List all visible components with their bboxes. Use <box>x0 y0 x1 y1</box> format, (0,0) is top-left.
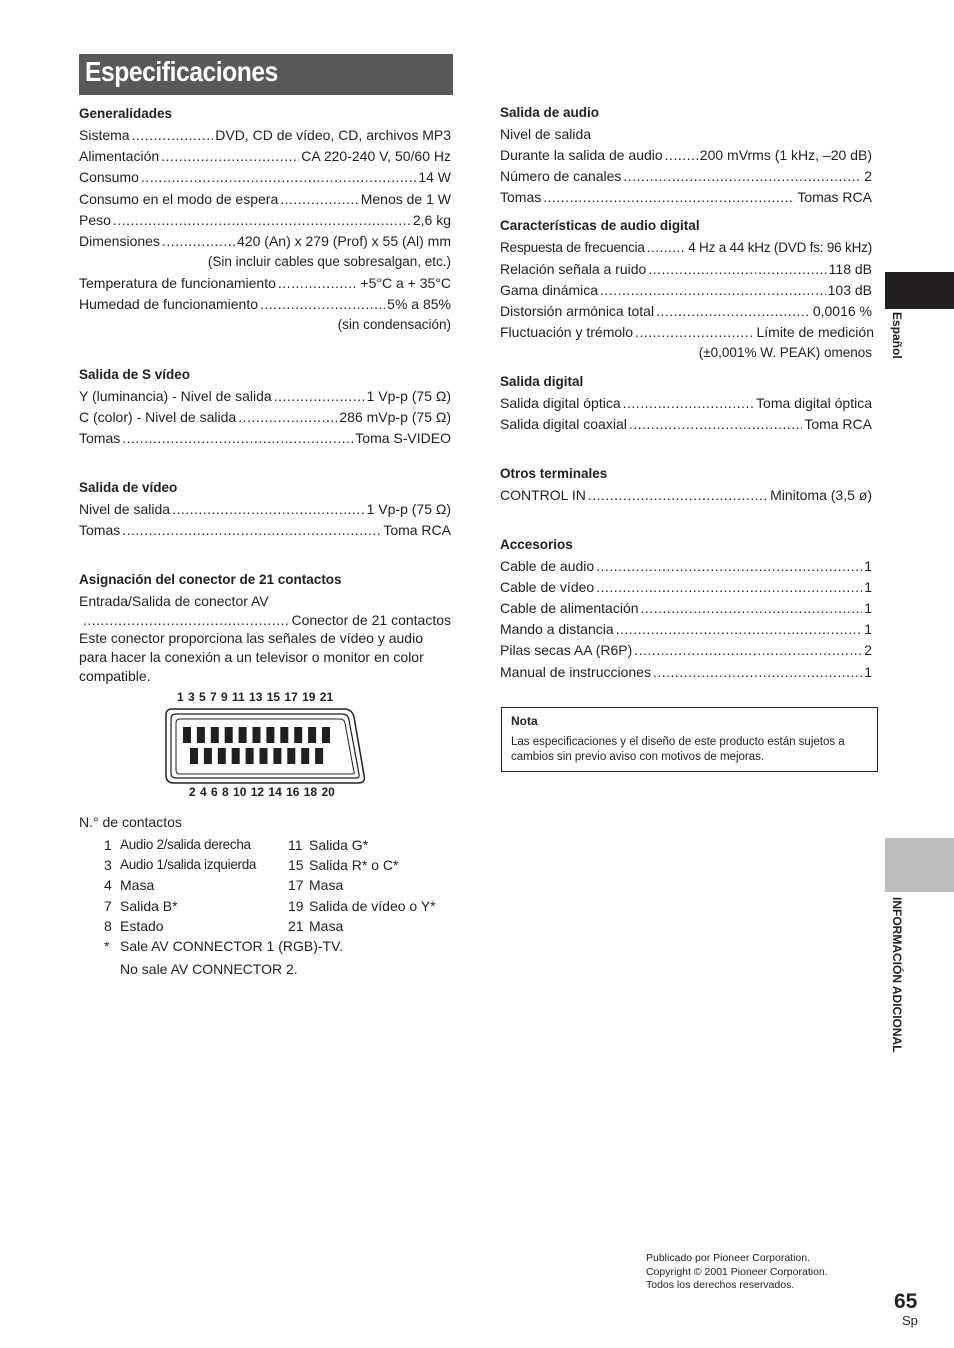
connector-pin <box>280 727 288 743</box>
spec-row: ..... Conector de 21 contactos <box>79 612 451 628</box>
connector-pin <box>218 748 226 764</box>
digital-out-heading: Salida digital <box>500 374 584 389</box>
spec-row: Relación señala a ruido ..... 118 dB <box>500 261 872 277</box>
contact-desc: Masa <box>309 918 344 934</box>
contact-desc: Salida R* o C* <box>309 857 399 873</box>
connector-pin <box>246 748 254 764</box>
video-heading: Salida de vídeo <box>79 480 178 495</box>
connector-pin <box>204 748 212 764</box>
connector-pin <box>273 748 281 764</box>
language-label: Español <box>890 312 904 359</box>
contact-desc: Estado <box>120 918 164 934</box>
rights-line: Todos los derechos reservados. <box>646 1279 795 1291</box>
spec-row: Durante la salida de audio ..... 200 mVrms (1 kHz, –20 dB) <box>500 147 872 163</box>
spec-row: CONTROL IN ..... Minitoma (3,5 ø) <box>500 487 872 503</box>
spec-row: Manual de instrucciones ..... 1 <box>500 664 872 680</box>
connector-desc-3: compatible. <box>79 668 151 684</box>
audio-heading: Salida de audio <box>500 105 600 120</box>
right-column <box>500 0 872 700</box>
svideo-heading: Salida de S vídeo <box>79 367 191 382</box>
footnote-text: Sale AV CONNECTOR 1 (RGB)-TV. <box>120 938 344 954</box>
note-title: Nota <box>511 714 538 728</box>
connector-pin <box>294 727 302 743</box>
connector-pin <box>183 727 191 743</box>
spec-row: Y (luminancia) - Nivel de salida ..... 1 Vp-p (75 Ω) <box>79 388 451 404</box>
spec-row: Cable de alimentación ..... 1 <box>500 600 872 616</box>
spec-row: Número de canales ..... 2 <box>500 168 872 184</box>
accessories-heading: Accesorios <box>500 537 573 552</box>
contact-number: 21 <box>288 918 304 934</box>
spec-row: Mando a distancia ..... 1 <box>500 621 872 637</box>
connector-pin <box>253 727 261 743</box>
page-number: 65 <box>894 1290 918 1313</box>
spec-row: Cable de audio ..... 1 <box>500 558 872 574</box>
spec-row: Sistema ..... DVD, CD de vídeo, CD, archivos MP3 <box>79 127 451 143</box>
contact-number: 7 <box>104 898 112 914</box>
section-tab <box>885 838 954 892</box>
contact-number: 3 <box>104 857 112 873</box>
connector-pin <box>197 727 205 743</box>
scart-connector-diagram <box>164 707 368 785</box>
language-tab <box>885 272 954 309</box>
connector-pin <box>322 727 330 743</box>
spec-row: Pilas secas AA (R6P) ..... 2 <box>500 642 872 658</box>
publisher-info <box>646 1252 828 1293</box>
spec-row: C (color) - Nivel de salida ..... 286 mVp-p (75 Ω) <box>79 409 451 425</box>
contact-number: 17 <box>288 877 304 893</box>
connector-pin <box>287 748 295 764</box>
connector-pin <box>225 727 233 743</box>
generalidades-heading: Generalidades <box>79 106 173 121</box>
audio-level-label: Nivel de salida <box>500 126 592 142</box>
contact-desc: Masa <box>120 877 155 893</box>
spec-row: Fluctuación y trémolo ..... Límite de medición <box>500 324 874 340</box>
connector-desc-1: Este conector proporciona las señales de vídeo y audio <box>79 630 423 646</box>
contact-number: 19 <box>288 898 304 914</box>
connector-line: Entrada/Salida de conector AV <box>79 593 269 609</box>
spec-row: Distorsión armónica total ..... 0,0016 % <box>500 303 872 319</box>
connector-pin <box>315 748 323 764</box>
spec-row: Dimensiones ..... 420 (An) x 279 (Prof) x 55 (Al) mm <box>79 233 451 249</box>
contact-desc: Audio 1/salida izquierda <box>120 857 257 872</box>
spec-row: Humedad de funcionamiento ..... 5% a 85% <box>79 296 451 312</box>
contact-number: 15 <box>288 857 304 873</box>
pin-numbers-top: 1 3 5 7 9 11 13 15 17 19 21 <box>177 690 334 704</box>
spec-row: Consumo en el modo de espera ..... Menos de 1 W <box>79 191 451 207</box>
spec-row: Nivel de salida ..... 1 Vp-p (75 Ω) <box>79 501 451 517</box>
spec-row: Consumo ..... 14 W <box>79 169 451 185</box>
spec-row: Salida digital óptica ..... Toma digital óptica <box>500 395 872 411</box>
page-title: Especificaciones <box>85 56 278 87</box>
footnote-mark: * <box>104 938 110 954</box>
contact-number: 1 <box>104 837 112 853</box>
note-box <box>501 707 878 772</box>
contact-desc: Masa <box>309 877 344 893</box>
contact-desc: Audio 2/salida derecha <box>120 837 251 852</box>
connector-pin <box>260 748 268 764</box>
spec-row: Salida digital coaxial ..... Toma RCA <box>500 416 872 432</box>
spec-row: Tomas ..... Toma RCA <box>79 522 451 538</box>
contact-number: 11 <box>288 837 303 853</box>
spec-row: Cable de vídeo ..... 1 <box>500 579 872 595</box>
connector-pin <box>211 727 219 743</box>
connector-pin <box>190 748 198 764</box>
humidity-note: (sin condensación) <box>337 317 451 332</box>
dimensions-note: (Sin incluir cables que sobresalgan, etc.) <box>207 254 451 269</box>
spec-row: Tomas ..... Tomas RCA <box>500 189 872 205</box>
note-text: Las especificaciones y el diseño de este producto están sujetos a cambios sin previo aviso con motivos de mejoras. <box>511 736 845 763</box>
contact-number: 4 <box>104 877 112 893</box>
contacts-label: N.° de contactos <box>79 814 182 830</box>
spec-row: Alimentación ..... CA 220-240 V, 50/60 Hz <box>79 148 451 164</box>
footnote-text: No sale AV CONNECTOR 2. <box>120 961 298 977</box>
connector-pin <box>239 727 247 743</box>
spec-row: Peso ..... 2,6 kg <box>79 212 451 228</box>
contact-number: 8 <box>104 918 112 934</box>
section-label: INFORMACIÓN ADICIONAL <box>890 897 904 1053</box>
contact-desc: Salida G* <box>309 837 369 853</box>
other-terminals-heading: Otros terminales <box>500 466 608 481</box>
connector-pin <box>308 727 316 743</box>
spec-row: Tomas ..... Toma S-VIDEO <box>79 430 451 446</box>
connector-pin <box>266 727 274 743</box>
pin-numbers-bottom: 2 4 6 8 10 12 14 16 18 20 <box>189 785 335 799</box>
contact-desc: Salida de vídeo o Y* <box>309 898 436 914</box>
wow-flutter-note: (±0,001% W. PEAK) omenos <box>698 345 872 360</box>
contact-desc: Salida B* <box>120 898 178 914</box>
connector-pin <box>232 748 240 764</box>
spec-row: Gama dinámica ..... 103 dB <box>500 282 872 298</box>
spec-row: Temperatura de funcionamiento ..... +5°C a + 35°C <box>79 275 451 291</box>
digital-audio-heading: Características de audio digital <box>500 218 700 233</box>
publisher-line: Publicado por Pioneer Corporation. <box>646 1252 811 1264</box>
spec-row: Respuesta de frecuencia ..... 4 Hz a 44 kHz (DVD fs: 96 kHz) <box>500 240 872 255</box>
page-language-code: Sp <box>902 1313 918 1328</box>
connector-desc-2: para hacer la conexión a un televisor o monitor en color <box>79 649 424 665</box>
connector-pin <box>301 748 309 764</box>
connector-heading: Asignación del conector de 21 contactos <box>79 572 342 587</box>
copyright-line: Copyright © 2001 Pioneer Corporation. <box>646 1265 828 1278</box>
